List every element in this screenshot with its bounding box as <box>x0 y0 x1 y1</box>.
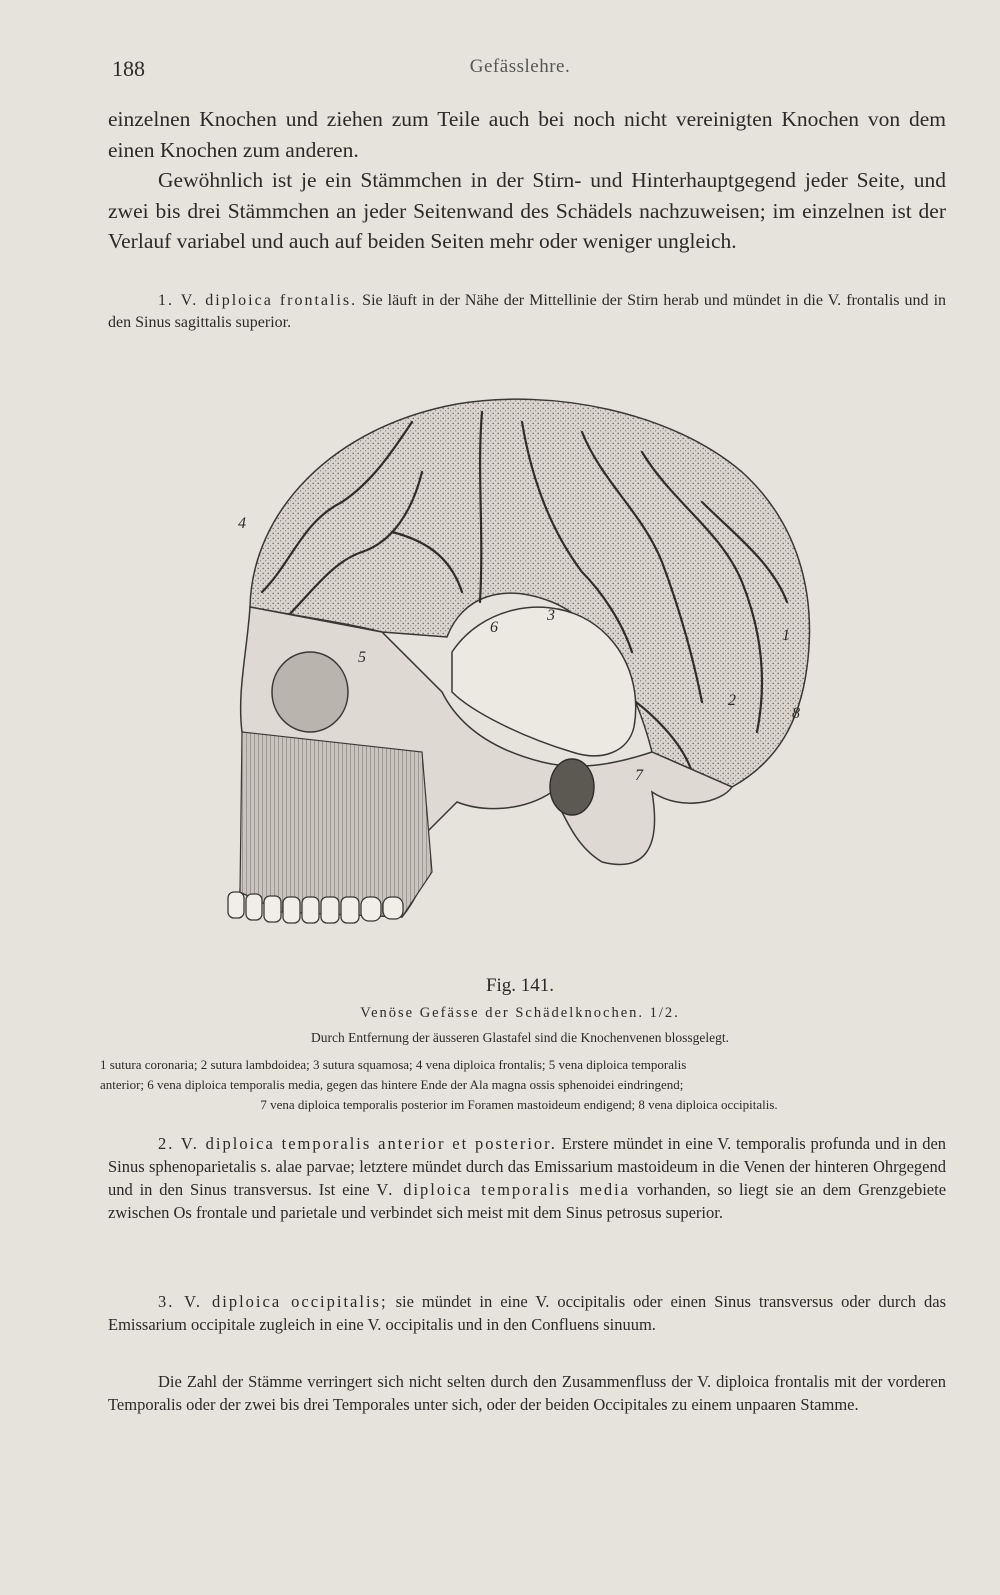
item-temporalis-text-b: vorhanden, so liegt sie an dem Grenzgebiete zwischen Os frontale und parietale und verbindet sich meist mit dem Sinus petrosus superior. <box>108 1180 947 1222</box>
paragraph-stems: Gewöhnlich ist je ein Stämmchen in der Stirn- und Hinterhauptgegend jeder Seite, und zwei bis drei Stämmchen an jeder Seitenwand des Schädels nachzuweisen; im einzelnen ist der Verlauf variabel und auch auf beiden Seiten mehr oder weniger ungleich. <box>108 168 946 253</box>
legend-line-1: 1 sutura coronaria; 2 sutura lambdoidea; 3 sutura squamosa; 4 vena diploica frontalis; 5 vena diploica temporalis <box>100 1057 687 1072</box>
figure-title-text: Venöse Gefässe der Schädelknochen. <box>360 1005 645 1021</box>
running-title: Gefässlehre. <box>469 56 571 77</box>
page-number: 188 <box>112 56 145 81</box>
item-frontalis-text: Sie läuft in der Nähe der Mittellinie der Stirn herab und mündet in die V. frontalis und in den Sinus sagittalis superior. <box>108 292 947 331</box>
orbit <box>272 652 348 732</box>
paragraph-continuation: einzelnen Knochen und ziehen zum Teile auch bei noch nicht vereinigten Knochen von dem einen Knochen zum anderen. <box>108 107 946 162</box>
legend-line-2: anterior; 6 vena diploica temporalis media, gegen das hintere Ende der Ala magna ossis sphenoidei eindringend; <box>100 1077 684 1092</box>
label-8: 8 <box>792 705 800 722</box>
item-occipitalis <box>108 1290 946 1336</box>
legend-line-3: 7 vena diploica temporalis posterior im Foramen mastoideum endigend; 8 vena diploica occipitalis. <box>260 1097 778 1112</box>
label-7: 7 <box>635 767 643 784</box>
skull-illustration <box>222 392 822 952</box>
figure-number: Fig. 141. <box>485 975 555 996</box>
item-temporalis-media-heading: V. diploica temporalis media <box>376 1180 631 1199</box>
item-occipitalis-heading: 3. V. diploica occipitalis; <box>158 1292 388 1311</box>
item-temporalis <box>108 1132 946 1224</box>
item-temporalis-heading: 2. V. diploica temporalis anterior et posterior. <box>158 1134 557 1153</box>
item-occipitalis-text: sie mündet in eine V. occipitalis oder einen Sinus transversus oder durch das Emissarium occipitale zugleich in eine V. occipitalis und in den Confluens sinuum. <box>108 1292 946 1334</box>
item-frontalis-heading: 1. V. diploica frontalis. <box>158 292 358 309</box>
label-1: 1 <box>782 627 790 644</box>
ear-canal <box>550 759 594 815</box>
skull-figure <box>222 392 822 952</box>
label-2: 2 <box>728 692 736 709</box>
label-3: 3 <box>547 607 555 624</box>
figure-title <box>100 1005 940 1022</box>
maxilla <box>240 732 432 917</box>
label-5: 5 <box>358 649 366 666</box>
page-header <box>112 56 928 86</box>
label-6: 6 <box>490 619 498 636</box>
figure-subtitle: Durch Entfernung der äusseren Glastafel sind die Knochenvenen blossgelegt. <box>311 1030 729 1045</box>
figure-scale: 1/2. <box>649 1005 680 1021</box>
item-temporalis-text-a: Erstere mündet in eine V. temporalis profunda und in den Sinus sphenoparietalis s. alae parvae; letztere mündet durch das Emissarium mastoideum in die Venen der hinteren Ohrgegend und in den Sinus transversus. Ist eine <box>108 1134 947 1199</box>
paragraph-final: Die Zahl der Stämme verringert sich nicht selten durch den Zusammenfluss der V. diploica frontalis mit der vorderen Temporalis oder der zwei bis drei Temporales unter sich, oder der beiden Occipitales zu einem unpaaren Stamme. <box>108 1372 946 1414</box>
label-4: 4 <box>238 515 246 532</box>
item-frontalis <box>108 290 946 334</box>
figure-legend <box>100 1055 938 1115</box>
